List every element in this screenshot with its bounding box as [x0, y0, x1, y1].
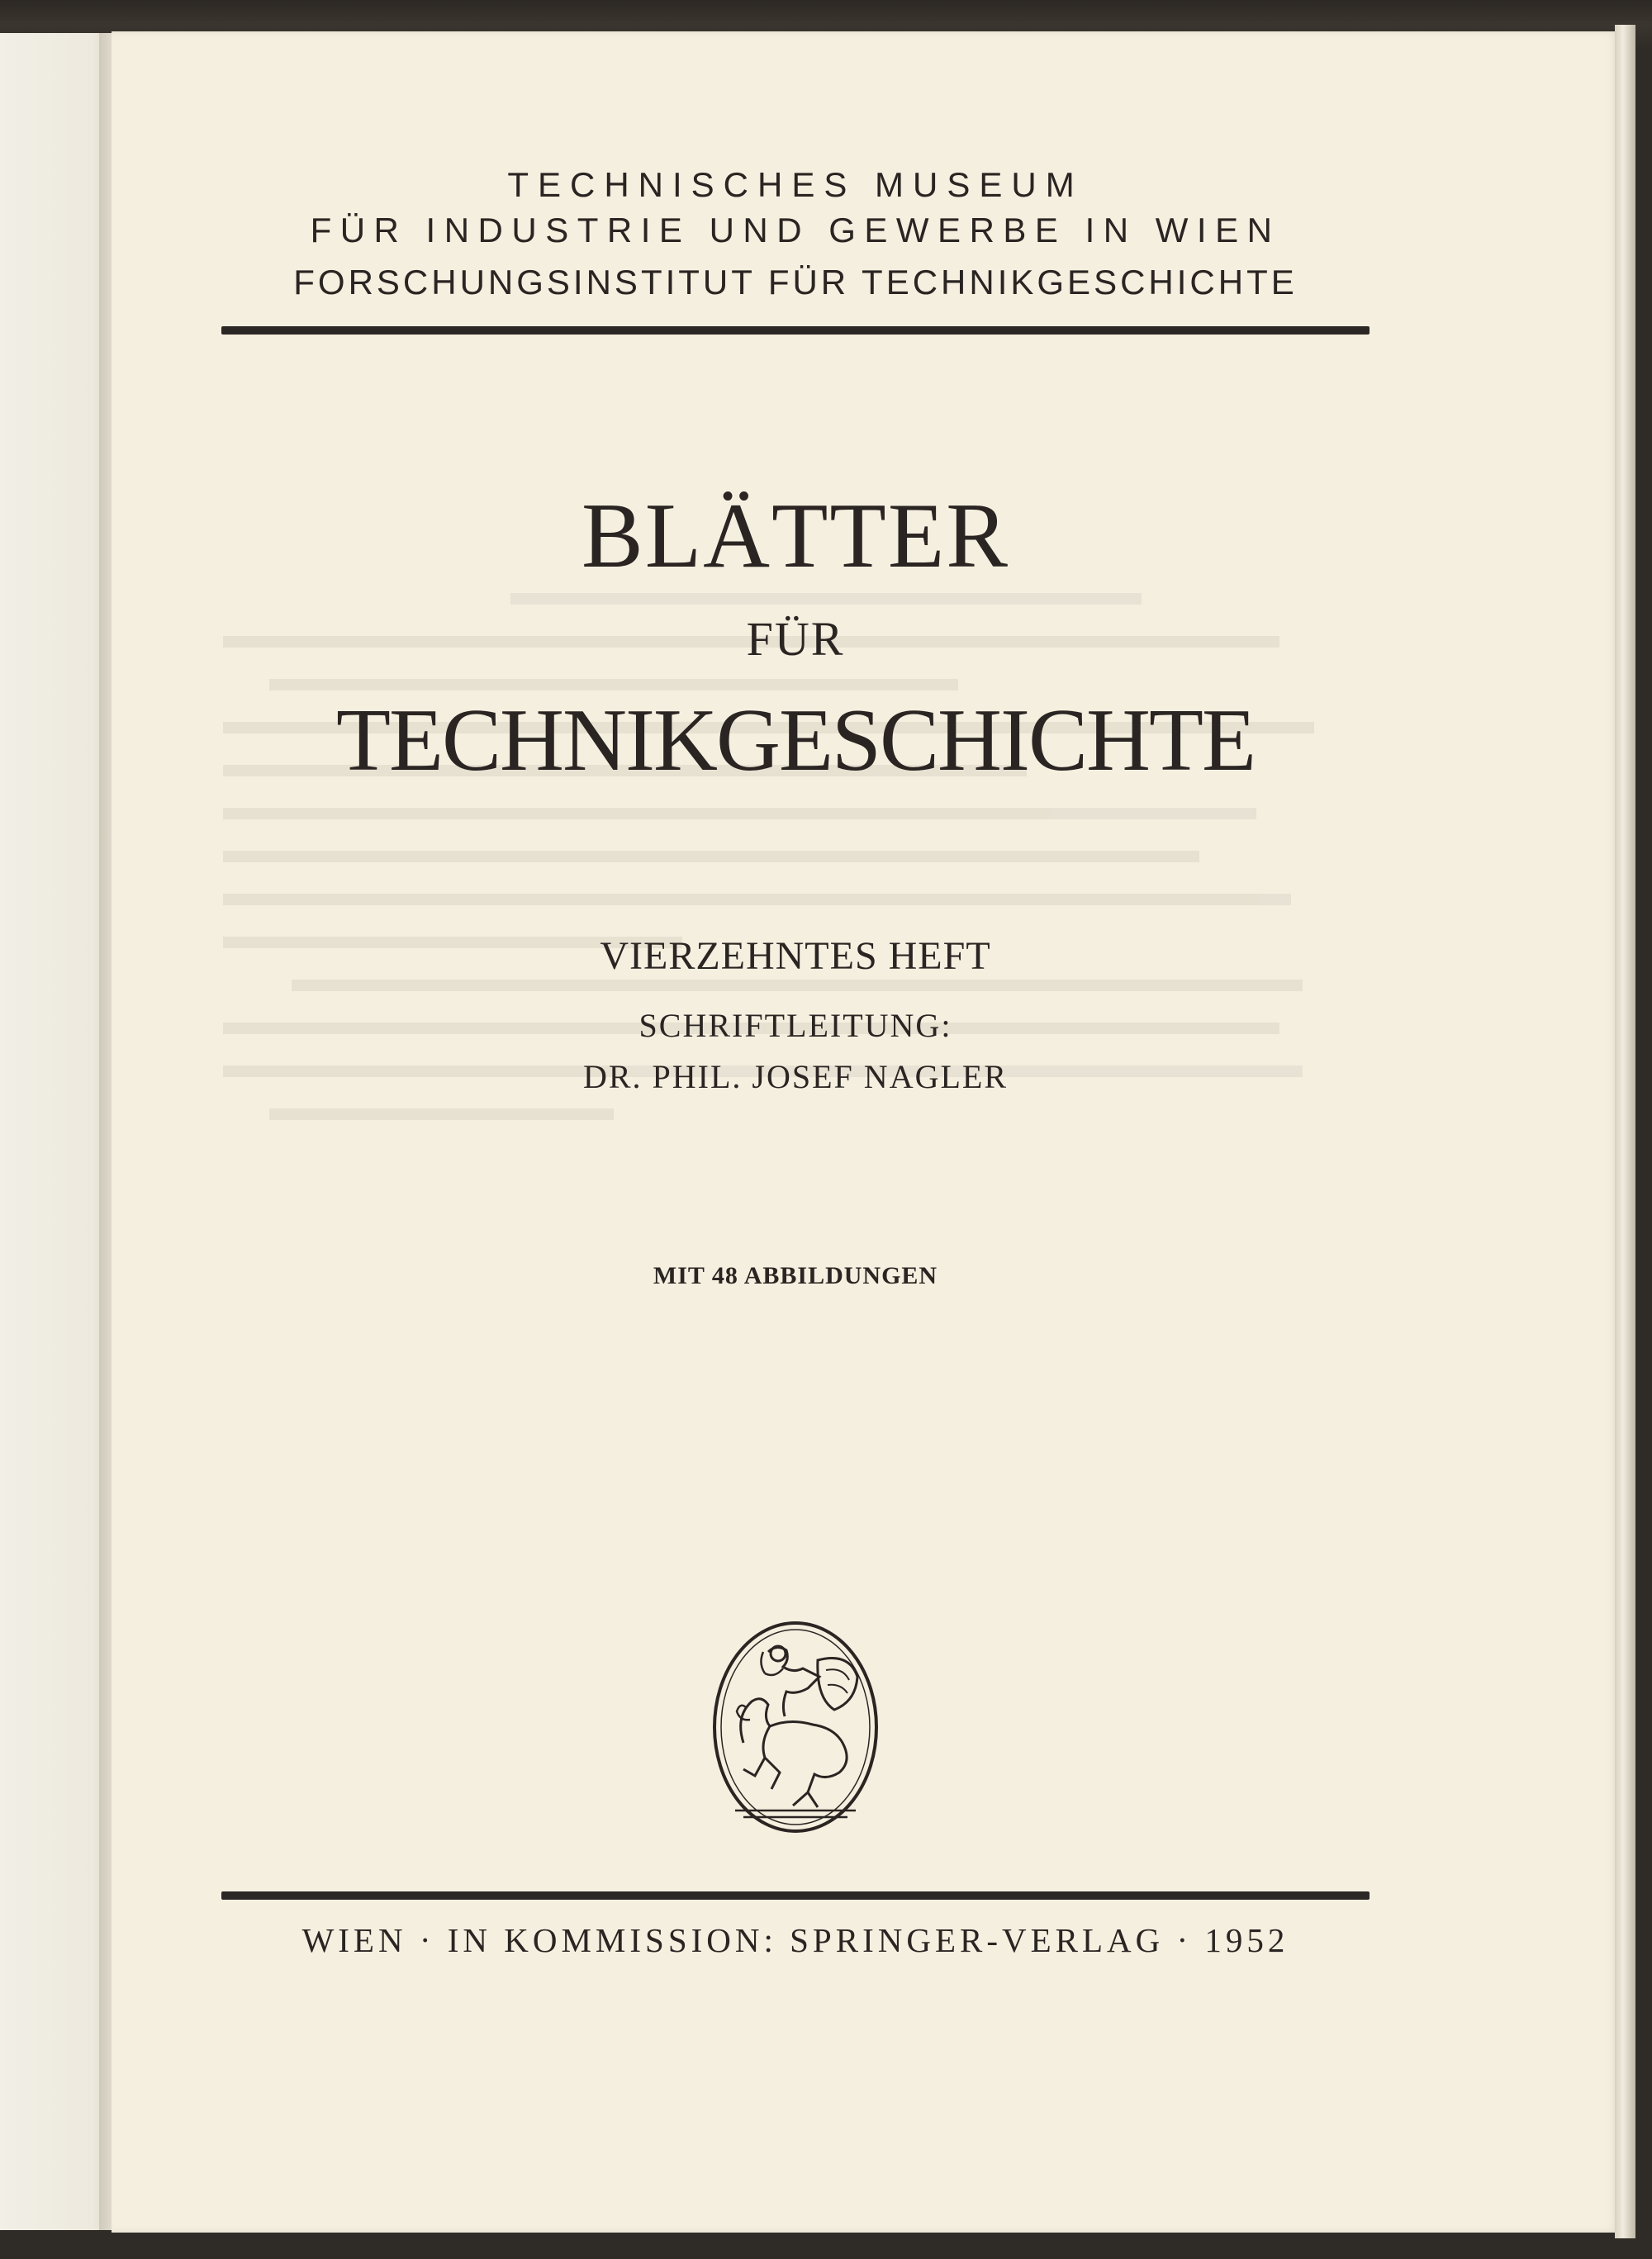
title-line-2: FÜR	[746, 612, 845, 666]
research-institute: FORSCHUNGSINSTITUT FÜR TECHNIKGESCHICHTE	[293, 263, 1298, 301]
title-line-1: BLÄTTER	[582, 485, 1009, 587]
rider-on-horse-seal-icon	[710, 1619, 881, 1835]
right-page-edge	[1615, 25, 1635, 2238]
left-page-edge	[0, 33, 116, 2230]
publisher-imprint: WIEN · IN KOMMISSION: SPRINGER-VERLAG · 1952	[301, 1921, 1289, 1959]
title-page	[112, 31, 1619, 2233]
bottom-rule	[221, 1891, 1370, 1900]
editor-name: DR. PHIL. JOSEF NAGLER	[582, 1058, 1009, 1095]
institution-subtitle: FÜR INDUSTRIE UND GEWERBE IN WIEN	[310, 211, 1281, 249]
institution-name: TECHNISCHES MUSEUM	[507, 165, 1084, 204]
title-line-3: TECHNIKGESCHICHTE	[336, 691, 1255, 790]
illustration-count: MIT 48 ABBILDUNGEN	[653, 1262, 938, 1289]
issue-number: VIERZEHNTES HEFT	[600, 934, 991, 978]
editor-label: SCHRIFTLEITUNG:	[638, 1007, 952, 1044]
top-rule	[221, 326, 1370, 335]
